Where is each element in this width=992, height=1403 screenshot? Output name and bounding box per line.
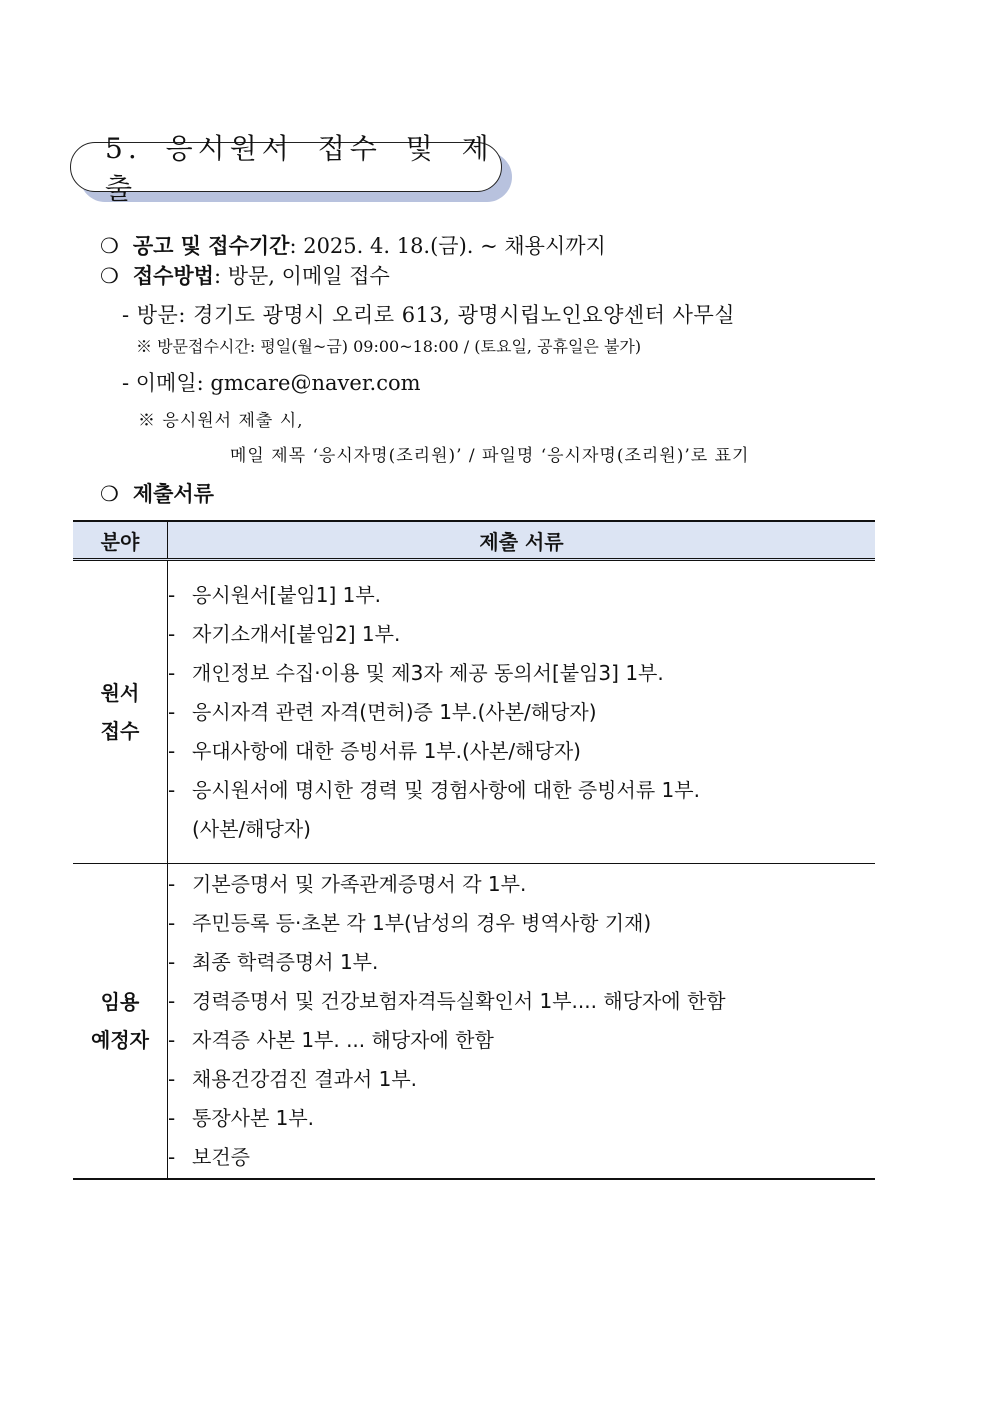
period-line [100, 230, 606, 260]
dash-icon: - [168, 1145, 176, 1169]
dash-icon: - [168, 621, 176, 646]
item-text: 보건증 [192, 1145, 250, 1169]
category-cell [73, 864, 168, 1180]
list-item [168, 1021, 875, 1060]
docs-label: 제출서류 [132, 482, 214, 506]
category-line: 예정자 [91, 1028, 149, 1052]
item-text: 통장사본 1부. [192, 1106, 315, 1130]
list-item [168, 904, 875, 943]
dash-icon: - [168, 582, 176, 607]
period-label: 공고 및 접수기간 [132, 234, 290, 258]
list-item [168, 982, 875, 1021]
dash-icon: - [168, 911, 176, 935]
list-item [168, 1060, 875, 1099]
item-text: 자기소개서[붙임2] 1부. [192, 621, 401, 646]
items-cell [168, 560, 876, 864]
item-text: 주민등록 등·초본 각 1부(남성의 경우 병역사항 기재) [192, 911, 652, 935]
item-text: 자격증 사본 1부. ... 해당자에 한함 [192, 1028, 494, 1052]
item-text: 응시원서[붙임1] 1부. [192, 582, 382, 607]
visit-note: ※ 방문접수시간: 평일(월~금) 09:00~18:00 / (토요일, 공휴일은 불가) [136, 337, 642, 356]
table-row [73, 864, 875, 1180]
item-text: 개인정보 수집·이용 및 제3자 제공 동의서[붙임3] 1부. [192, 660, 664, 685]
item-text: 최종 학력증명서 1부. [192, 950, 379, 974]
table-header-row [73, 521, 875, 560]
list-item [168, 615, 875, 654]
dash-icon: - [168, 872, 176, 896]
category-line: 임용 [100, 990, 140, 1014]
method-value: : 방문, 이메일 접수 [213, 264, 390, 288]
item-text: 채용건강검진 결과서 1부. [192, 1067, 417, 1091]
circle-bullet-icon: ❍ [100, 264, 119, 288]
dash-icon: - [168, 699, 176, 724]
dash-icon: - [168, 738, 176, 763]
list-item [168, 693, 875, 732]
dash-icon: - [168, 1028, 176, 1052]
list-item [168, 1138, 875, 1177]
period-value: : 2025. 4. 18.(금). ~ 채용시까지 [289, 234, 606, 258]
list-item [168, 771, 875, 810]
item-text: 응시원서에 명시한 경력 및 경험사항에 대한 증빙서류 1부. [192, 777, 700, 802]
header-category: 분야 [73, 521, 168, 560]
list-item [168, 943, 875, 982]
section-title-pill [70, 132, 502, 205]
category-line: 접수 [100, 719, 140, 743]
dash-icon: - [168, 1067, 176, 1091]
dash-icon: - [168, 950, 176, 974]
list-item [168, 1099, 875, 1138]
circle-bullet-icon: ❍ [100, 482, 119, 506]
visit-line: - 방문: 경기도 광명시 오리로 613, 광명시립노인요양센터 사무실 [122, 303, 736, 327]
section-title-box [70, 132, 516, 205]
category-cell [73, 560, 168, 864]
item-text: 경력증명서 및 건강보험자격득실확인서 1부.... 해당자에 한함 [192, 989, 726, 1013]
item-text: 응시자격 관련 자격(면허)증 1부.(사본/해당자) [192, 699, 597, 724]
list-item [168, 865, 875, 904]
dash-icon: - [168, 777, 176, 802]
table-row [73, 560, 875, 864]
dash-icon: - [168, 660, 176, 685]
email-line: - 이메일: gmcare@naver.com [122, 371, 421, 395]
email-note-1: ※ 응시원서 제출 시, [138, 411, 304, 431]
email-note-2: 메일 제목 ‘응시자명(조리원)’ / 파일명 ‘응시자명(조리원)’로 표기 [230, 446, 750, 466]
documents-table [73, 520, 875, 1180]
items-cell [168, 864, 876, 1180]
dash-icon: - [168, 1106, 176, 1130]
circle-bullet-icon: ❍ [100, 234, 119, 258]
list-item-continuation: (사본/해당자) [192, 816, 311, 841]
dash-icon: - [168, 989, 176, 1013]
method-line [100, 260, 390, 290]
header-documents: 제출 서류 [168, 521, 876, 560]
list-item [168, 654, 875, 693]
section-title: 5. 응시원서 접수 및 제출 [105, 132, 494, 205]
docs-line [100, 478, 214, 508]
item-text: 우대사항에 대한 증빙서류 1부.(사본/해당자) [192, 738, 581, 763]
list-item [168, 732, 875, 771]
item-text: 기본증명서 및 가족관계증명서 각 1부. [192, 872, 527, 896]
method-label: 접수방법 [132, 264, 214, 288]
category-line: 원서 [100, 681, 140, 705]
list-item [168, 576, 875, 615]
